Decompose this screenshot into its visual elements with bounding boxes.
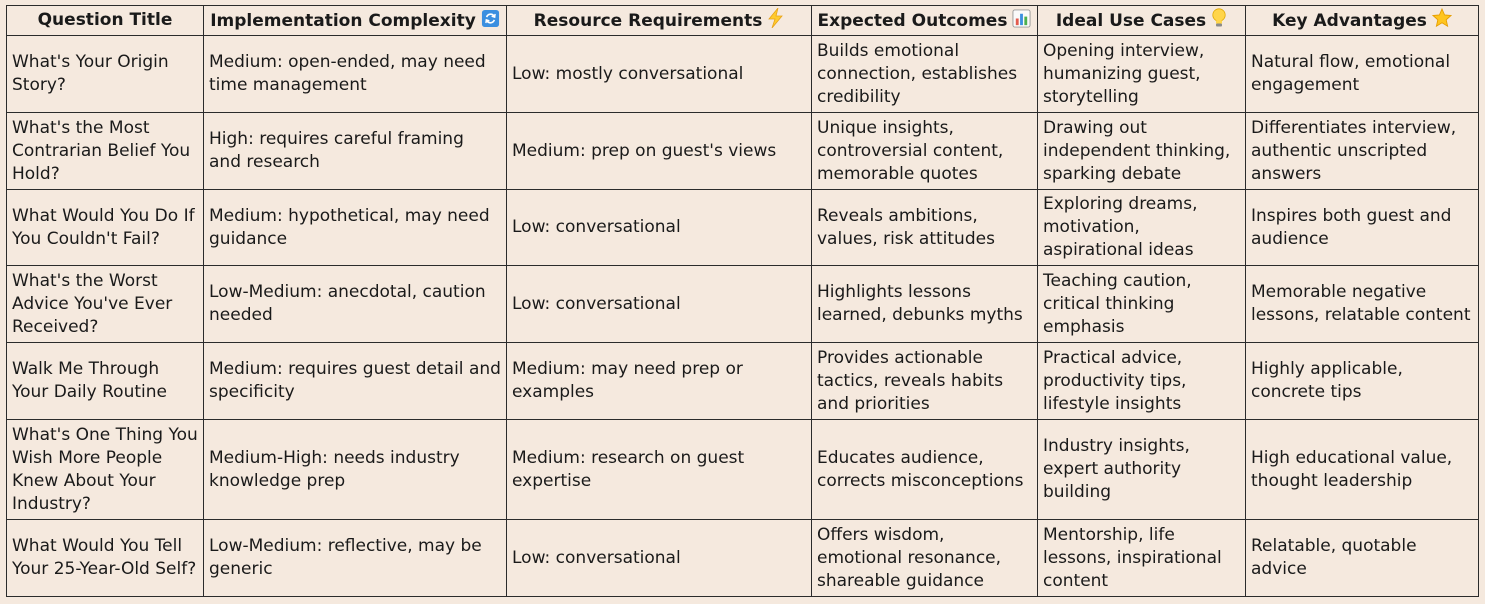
cell-implementation-complexity: Medium: open-ended, may need time management	[204, 36, 507, 113]
cell-ideal-use-cases: Teaching caution, critical thinking emphasis	[1038, 266, 1246, 343]
table-body	[7, 36, 1479, 597]
header-expected-outcomes: Expected Outcomes	[812, 6, 1038, 36]
cell-question-title: What's the Most Contrarian Belief You Hold?	[7, 113, 204, 190]
table-header	[7, 6, 1479, 36]
cell-expected-outcomes: Reveals ambitions, values, risk attitudes	[812, 190, 1038, 266]
cell-resource-requirements: Low: mostly conversational	[507, 36, 812, 113]
lightning-icon	[767, 8, 784, 28]
cell-question-title: What Would You Tell Your 25-Year-Old Self?	[7, 520, 204, 597]
cell-key-advantages: Memorable negative lessons, relatable content	[1246, 266, 1479, 343]
table-row	[7, 420, 1479, 520]
cell-resource-requirements: Medium: research on guest expertise	[507, 420, 812, 520]
cell-resource-requirements: Medium: may need prep or examples	[507, 343, 812, 420]
cell-expected-outcomes: Offers wisdom, emotional resonance, shareable guidance	[812, 520, 1038, 597]
cell-ideal-use-cases: Drawing out independent thinking, sparking debate	[1038, 113, 1246, 190]
cell-ideal-use-cases: Opening interview, humanizing guest, storytelling	[1038, 36, 1246, 113]
table-row	[7, 36, 1479, 113]
cell-resource-requirements: Low: conversational	[507, 190, 812, 266]
table-row	[7, 520, 1479, 597]
cell-resource-requirements: Medium: prep on guest's views	[507, 113, 812, 190]
cell-expected-outcomes: Provides actionable tactics, reveals habits and priorities	[812, 343, 1038, 420]
refresh-icon	[481, 9, 500, 28]
cell-expected-outcomes: Unique insights, controversial content, memorable quotes	[812, 113, 1038, 190]
cell-key-advantages: Differentiates interview, authentic unscripted answers	[1246, 113, 1479, 190]
bar-chart-icon	[1012, 9, 1031, 28]
table-row	[7, 190, 1479, 266]
cell-implementation-complexity: Medium: hypothetical, may need guidance	[204, 190, 507, 266]
cell-question-title: What's the Worst Advice You've Ever Received?	[7, 266, 204, 343]
cell-expected-outcomes: Highlights lessons learned, debunks myths	[812, 266, 1038, 343]
cell-expected-outcomes: Educates audience, corrects misconceptions	[812, 420, 1038, 520]
cell-question-title: What's One Thing You Wish More People Knew About Your Industry?	[7, 420, 204, 520]
cell-implementation-complexity: Medium: requires guest detail and specificity	[204, 343, 507, 420]
cell-question-title: What's Your Origin Story?	[7, 36, 204, 113]
cell-key-advantages: High educational value, thought leadership	[1246, 420, 1479, 520]
cell-resource-requirements: Low: conversational	[507, 520, 812, 597]
header-row	[7, 6, 1479, 36]
cell-ideal-use-cases: Practical advice, productivity tips, lifestyle insights	[1038, 343, 1246, 420]
table-row	[7, 113, 1479, 190]
header-implementation-complexity: Implementation Complexity	[204, 6, 507, 36]
header-ideal-use-cases: Ideal Use Cases	[1038, 6, 1246, 36]
cell-resource-requirements: Low: conversational	[507, 266, 812, 343]
cell-key-advantages: Relatable, quotable advice	[1246, 520, 1479, 597]
cell-key-advantages: Natural flow, emotional engagement	[1246, 36, 1479, 113]
cell-expected-outcomes: Builds emotional connection, establishes credibility	[812, 36, 1038, 113]
cell-key-advantages: Inspires both guest and audience	[1246, 190, 1479, 266]
cell-implementation-complexity: High: requires careful framing and research	[204, 113, 507, 190]
cell-implementation-complexity: Low-Medium: anecdotal, caution needed	[204, 266, 507, 343]
lightbulb-icon	[1211, 8, 1227, 28]
header-key-advantages: Key Advantages	[1246, 6, 1479, 36]
star-icon	[1432, 8, 1452, 28]
cell-ideal-use-cases: Exploring dreams, motivation, aspirational ideas	[1038, 190, 1246, 266]
cell-ideal-use-cases: Industry insights, expert authority building	[1038, 420, 1246, 520]
comparison-table	[6, 5, 1479, 597]
cell-implementation-complexity: Low-Medium: reflective, may be generic	[204, 520, 507, 597]
header-resource-requirements: Resource Requirements	[507, 6, 812, 36]
table-row	[7, 343, 1479, 420]
cell-key-advantages: Highly applicable, concrete tips	[1246, 343, 1479, 420]
cell-ideal-use-cases: Mentorship, life lessons, inspirational content	[1038, 520, 1246, 597]
cell-implementation-complexity: Medium-High: needs industry knowledge prep	[204, 420, 507, 520]
cell-question-title: What Would You Do If You Couldn't Fail?	[7, 190, 204, 266]
cell-question-title: Walk Me Through Your Daily Routine	[7, 343, 204, 420]
header-question-title: Question Title	[7, 6, 204, 36]
table-row	[7, 266, 1479, 343]
